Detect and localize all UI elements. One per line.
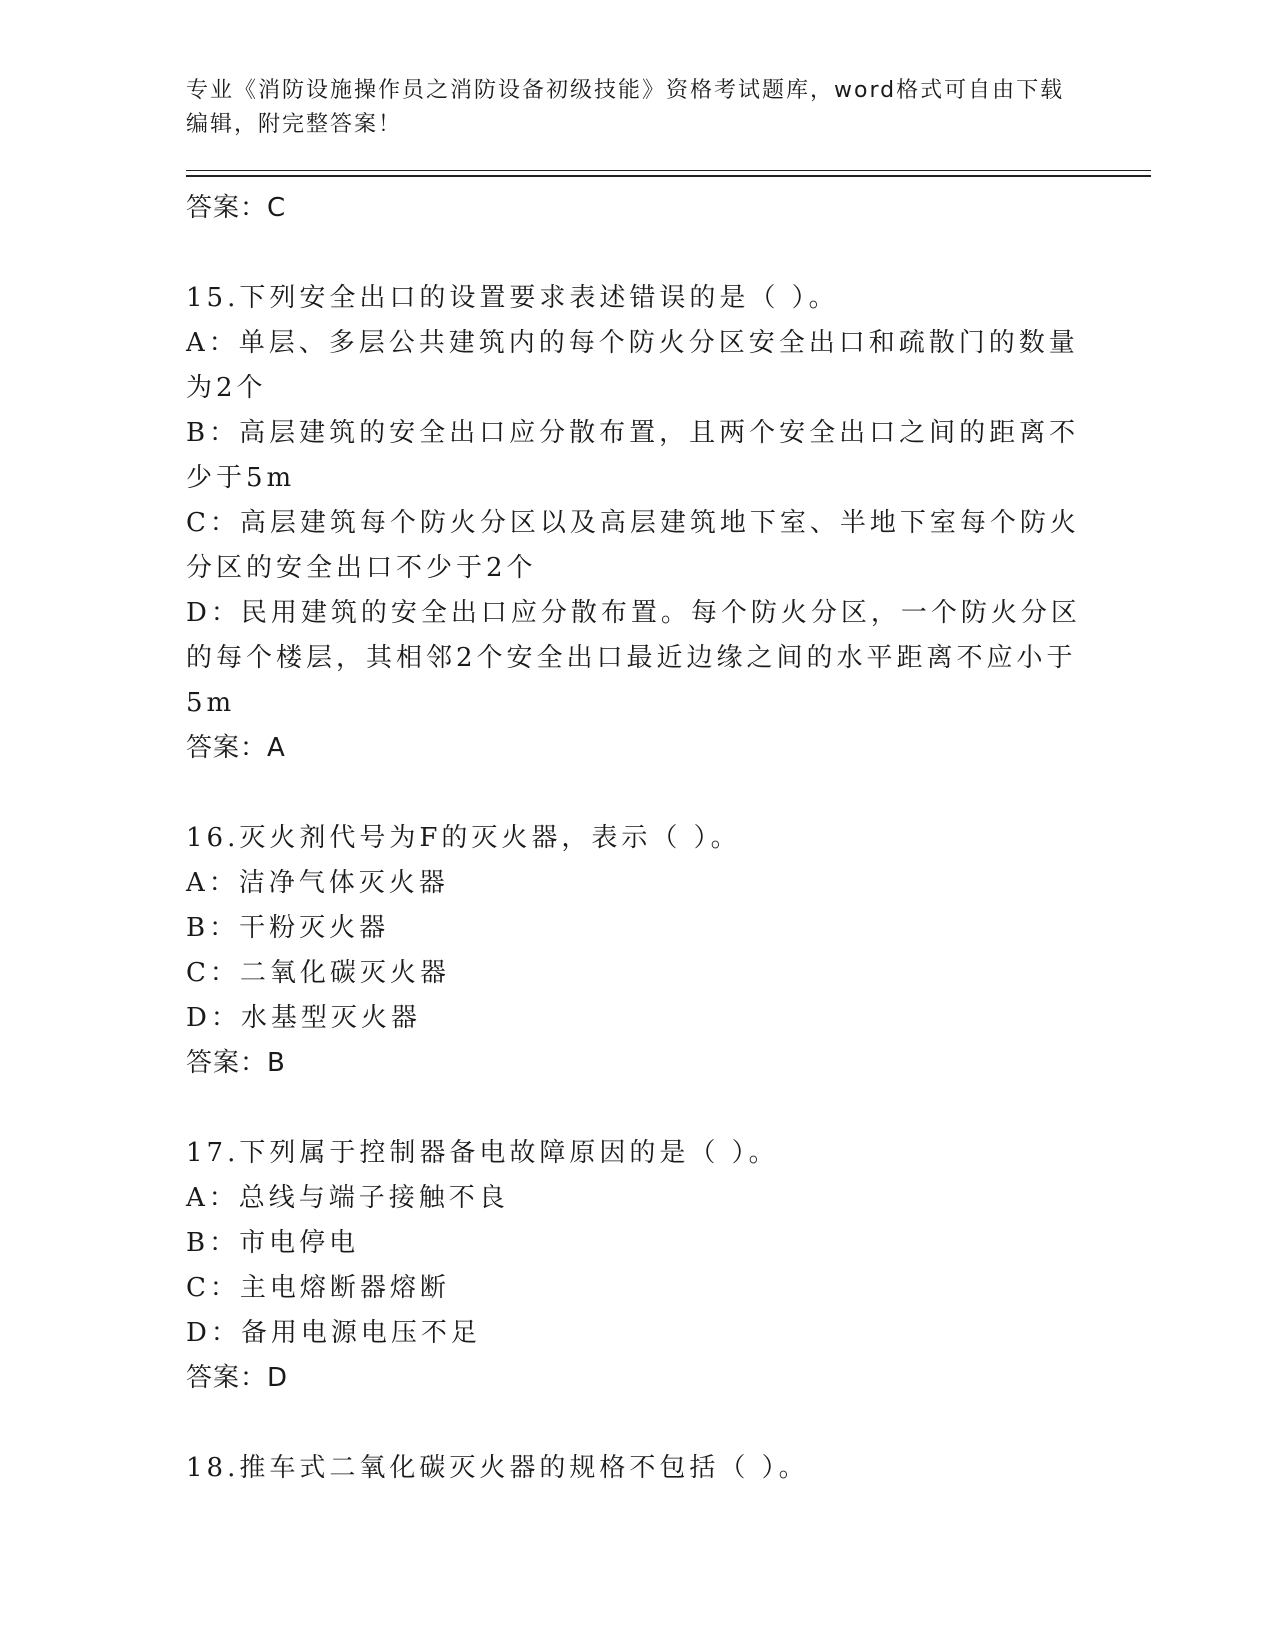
option-a: A：总线与端子接触不良 [186, 1183, 509, 1213]
spacer [186, 1086, 1086, 1131]
option-c: C：主电熔断器熔断 [186, 1273, 450, 1303]
question-block [186, 1446, 1086, 1491]
header-divider-thin [186, 170, 1151, 171]
spacer [186, 1401, 1086, 1446]
header-divider-thick [186, 175, 1151, 177]
option-b: B：干粉灭火器 [186, 913, 390, 943]
option-b: B：市电停电 [186, 1228, 360, 1258]
question-block [186, 276, 1086, 771]
option-a: A：单层、多层公共建筑内的每个防火分区安全出口和疏散门的数量为2个 [186, 328, 1079, 403]
option-d: D：水基型灭火器 [186, 1003, 421, 1033]
answer-line: 答案：B [186, 1048, 286, 1078]
option-b: B：高层建筑的安全出口应分散布置，且两个安全出口之间的距离不少于5m [186, 418, 1080, 493]
answer-line: 答案：A [186, 733, 286, 763]
option-c: C：二氧化碳灭火器 [186, 958, 450, 988]
option-a: A：洁净气体灭火器 [186, 868, 449, 898]
answer-line: 答案：C [186, 193, 287, 223]
option-d: D：备用电源电压不足 [186, 1318, 481, 1348]
question-stem: 17.下列属于控制器备电故障原因的是（ ）。 [186, 1138, 779, 1168]
spacer [186, 771, 1086, 816]
question-stem: 18.推车式二氧化碳灭火器的规格不包括（ ）。 [186, 1453, 809, 1483]
page-header: 专业《消防设施操作员之消防设备初级技能》资格考试题库，word格式可自由下载编辑，附完整答案！ [186, 78, 1065, 137]
answer-line: 答案：D [186, 1363, 289, 1393]
question-block [186, 1131, 1086, 1401]
question-content [186, 186, 1086, 1491]
question-stem: 15.下列安全出口的设置要求表述错误的是（ ）。 [186, 283, 839, 313]
option-c: C：高层建筑每个防火分区以及高层建筑地下室、半地下室每个防火分区的安全出口不少于2个 [186, 508, 1080, 583]
option-d: D：民用建筑的安全出口应分散布置。每个防火分区，一个防火分区的每个楼层，其相邻2个安全出口最近边缘之间的水平距离不应小于5m [186, 598, 1081, 718]
question-block [186, 816, 1086, 1086]
spacer [186, 231, 1086, 276]
question-stem: 16.灭火剂代号为F的灭火器，表示（ ）。 [186, 823, 741, 853]
